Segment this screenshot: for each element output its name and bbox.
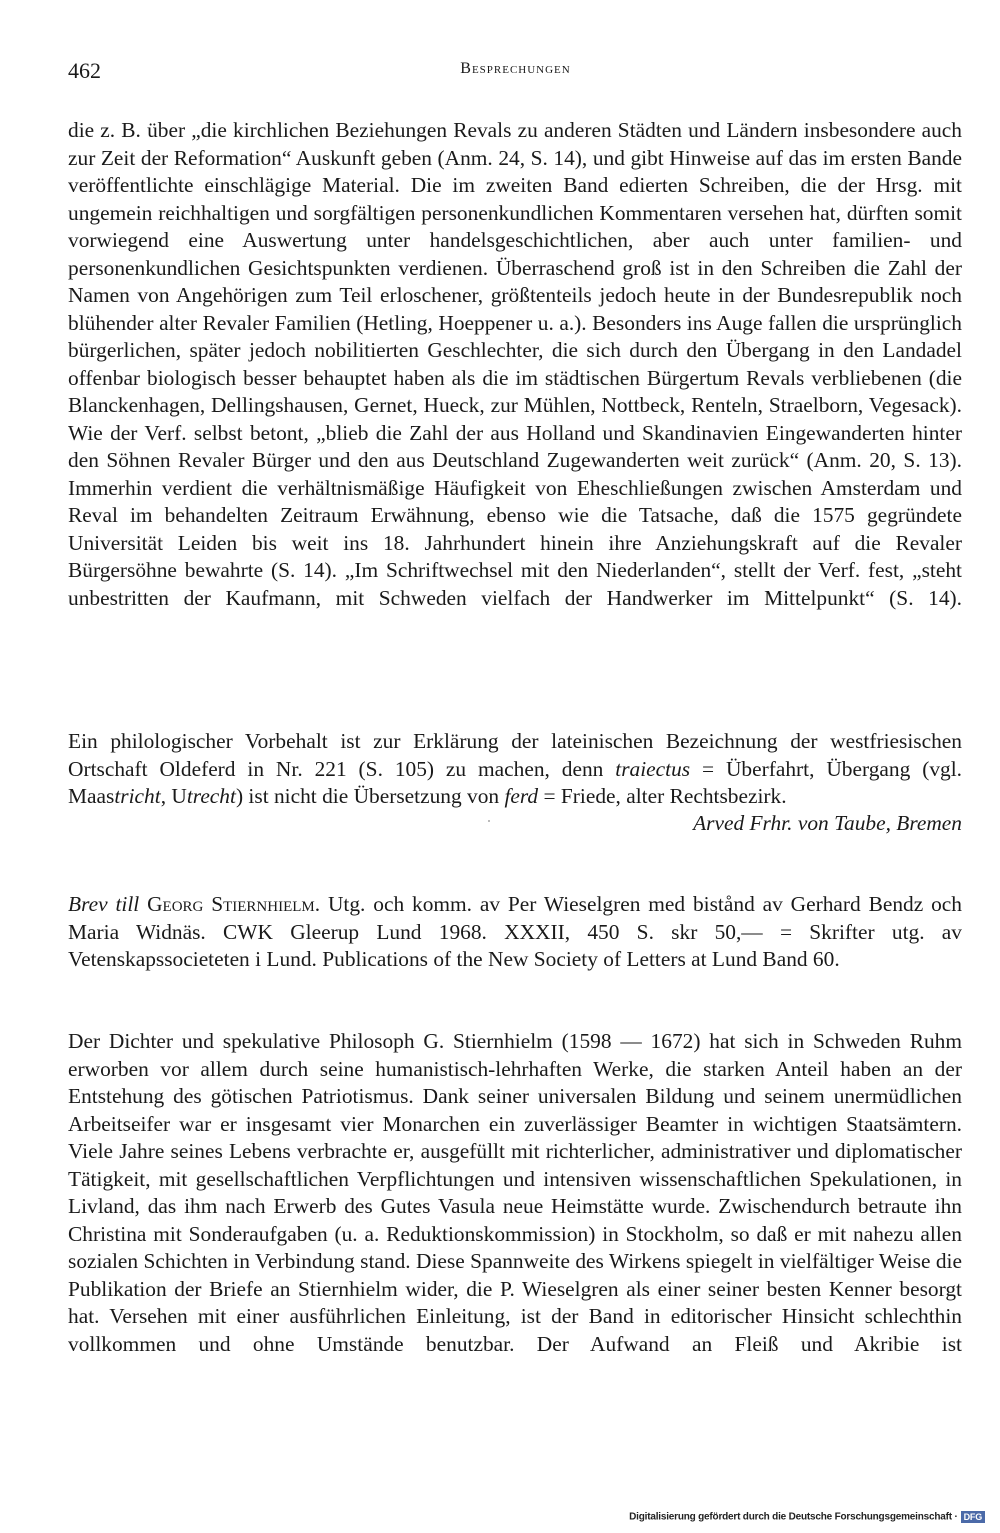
term-ferd: ferd [504, 784, 539, 808]
digitization-footer [629, 1511, 985, 1523]
review-1-signature [68, 810, 962, 838]
utrecht-suffix: trecht [186, 784, 236, 808]
footer-note-text: Digitalisierung gefördert durch die Deutsche Forschungsgemeinschaft · [629, 1511, 958, 1523]
paragraph-2-text-end: = Friede, alter Rechtsbezirk. [538, 784, 787, 808]
review-2-paragraph-1: Der Dichter und spekulative Philosoph G. Stiernhielm (1598 — 1672) hat sich in Schweden Ruhm erworben vor allem durch seine humanistisch-lehrhaften Werke, die starken Anteil haben an der Entstehung des götischen Patriotismus. Dank seiner universalen Bildung und seinem unermüdlichen Arbeitseifer war er insgesamt vier Monarchen ein zuverlässiger Beamter in wichtigen Staatsämtern. Viele Jahre seines Lebens verbrachte er, ausgefüllt mit richterlicher, administrativer und diplomatischer Tätigkeit, mit gesellschaftlichen Verpflichtungen und intensiven wissenschaftlichen Spekulationen, in Livland, das ihm nach Erwerb des Gutes Vasula neue Heimstätte wurde. Zwischendurch betraute ihn Christina mit Sonderaufgaben (u. a. Reduktionskommission) in Stockholm, so daß er mit nahezu allen sozialen Schichten in Verbindung stand. Diese Spannweite des Wirkens spiegelt in vielfältiger Weise die Publikation der Briefe an Stiernhielm wider, die P. Wieselgren als einer seiner besten Kenner besorgt hat. Versehen mit einer ausführlichen Einleitung, ist der Band in editorischer Hinsicht schlechthin vollkommen und ohne Umstände benutzbar. Der Aufwand an Fleiß und Akribie ist [68, 1029, 962, 1356]
latin-term-traiectus: traiectus [615, 756, 691, 781]
review-1-paragraph-1: die z. B. über „die kirchlichen Beziehungen Revals zu anderen Städten und Ländern insbesondere auch zur Zeit der Reformation“ Auskunft geben (Anm. 24, S. 14), und gibt Hinweise auf das im ersten Bande veröffentlichte einschlägige Material. Die im zweiten Band edierten Schreiben, die der Hrsg. mit ungemein reichhaltigen und sorgfältigen personenkundlichen Kommentaren versehen hat, dürften somit vorwiegend eine Auswertung unter handelsgeschichtlichen, aber auch unter familien- und personenkundlichen Gesichtspunkten verdienen. Überraschend groß ist in den Schreiben die Zahl der Namen von Angehörigen zum Teil erloschener, größtenteils jedoch heute in der Bundesrepublik noch blühender alter Revaler Familien (Hetling, Hoeppener u. a.). Besonders ins Auge fallen die ursprünglich bürgerlichen, später jedoch nobilitierten Geschlechter, die sich durch den Übergang in den Landadel offenbar biologisch besser behauptet haben als die im städtischen Bürgertum Revals verbliebenen (die Blanckenhagen, Dellingshausen, Gernet, Hueck, zur Mühlen, Nottbeck, Renteln, Straelborn, Vegesack). Wie der Verf. selbst betont, „blieb die Zahl der aus Holland und Skandinavien Eingewanderten hinter den Söhnen Revaler Bürger und den aus Deutschland Zugewanderten weit zurück“ (Anm. 20, S. 13). Immerhin verdient die verhältnismäßige Häufigkeit von Eheschließungen zwischen Amsterdam und Reval im behandelten Zeitraum Erwähnung, ebenso wie die Tatsache, daß die 1575 gegründete Universität Leiden bis weit ins 18. Jahrhundert hinein ihre Anziehungskraft auf die Revaler Bürgersöhne bewahrte (S. 14). „Im Schriftwechsel mit den Niederlanden“, stellt der Verf. fest, „steht unbestritten der Kaufmann, mit Schweden vielfach der Handwerker im Mittelpunkt“ (S. 14). [68, 118, 962, 610]
page-number: 462 [68, 58, 101, 83]
dfg-logo: DFG [961, 1511, 985, 1523]
review-1-paragraph-2 [68, 728, 962, 811]
citation-title: Brev till [68, 892, 140, 916]
citation-author: Georg Stiernhielm [147, 892, 315, 916]
citation-details: . Utg. och komm. av Per Wieselgren med bistånd av Gerhard Bendz och Maria Widnäs. CWK Gleerup Lund 1968. XXXII, 450 S. skr 50,— = Skrifter utg. av Vetenskapssocieteten i Lund. Publications of the New Society of Letters at Lund Band 60. [68, 892, 962, 971]
paragraph-2-comma: , U [160, 784, 187, 808]
page-header [68, 58, 963, 88]
running-head: Besprechungen [460, 60, 571, 77]
paragraph-2-text-mid2: ) ist nicht die Übersetzung von [235, 784, 505, 808]
stray-dot [488, 820, 490, 822]
reviewer-signature: Arved Frhr. von Taube, Bremen [693, 811, 962, 835]
maastricht-suffix: tricht [114, 784, 161, 808]
paragraph-2-text-start: Ein philologischer Vorbehalt ist zur Erklärung der lateinischen Bezeichnung der westfriesischen Ortschaft Oldeferd in Nr. 221 (S. 105) zu machen, denn [68, 729, 962, 781]
paragraph-2-text-mid: = Überfahrt, Übergang (vgl. Maas [68, 756, 963, 808]
review-2-citation [68, 891, 962, 974]
